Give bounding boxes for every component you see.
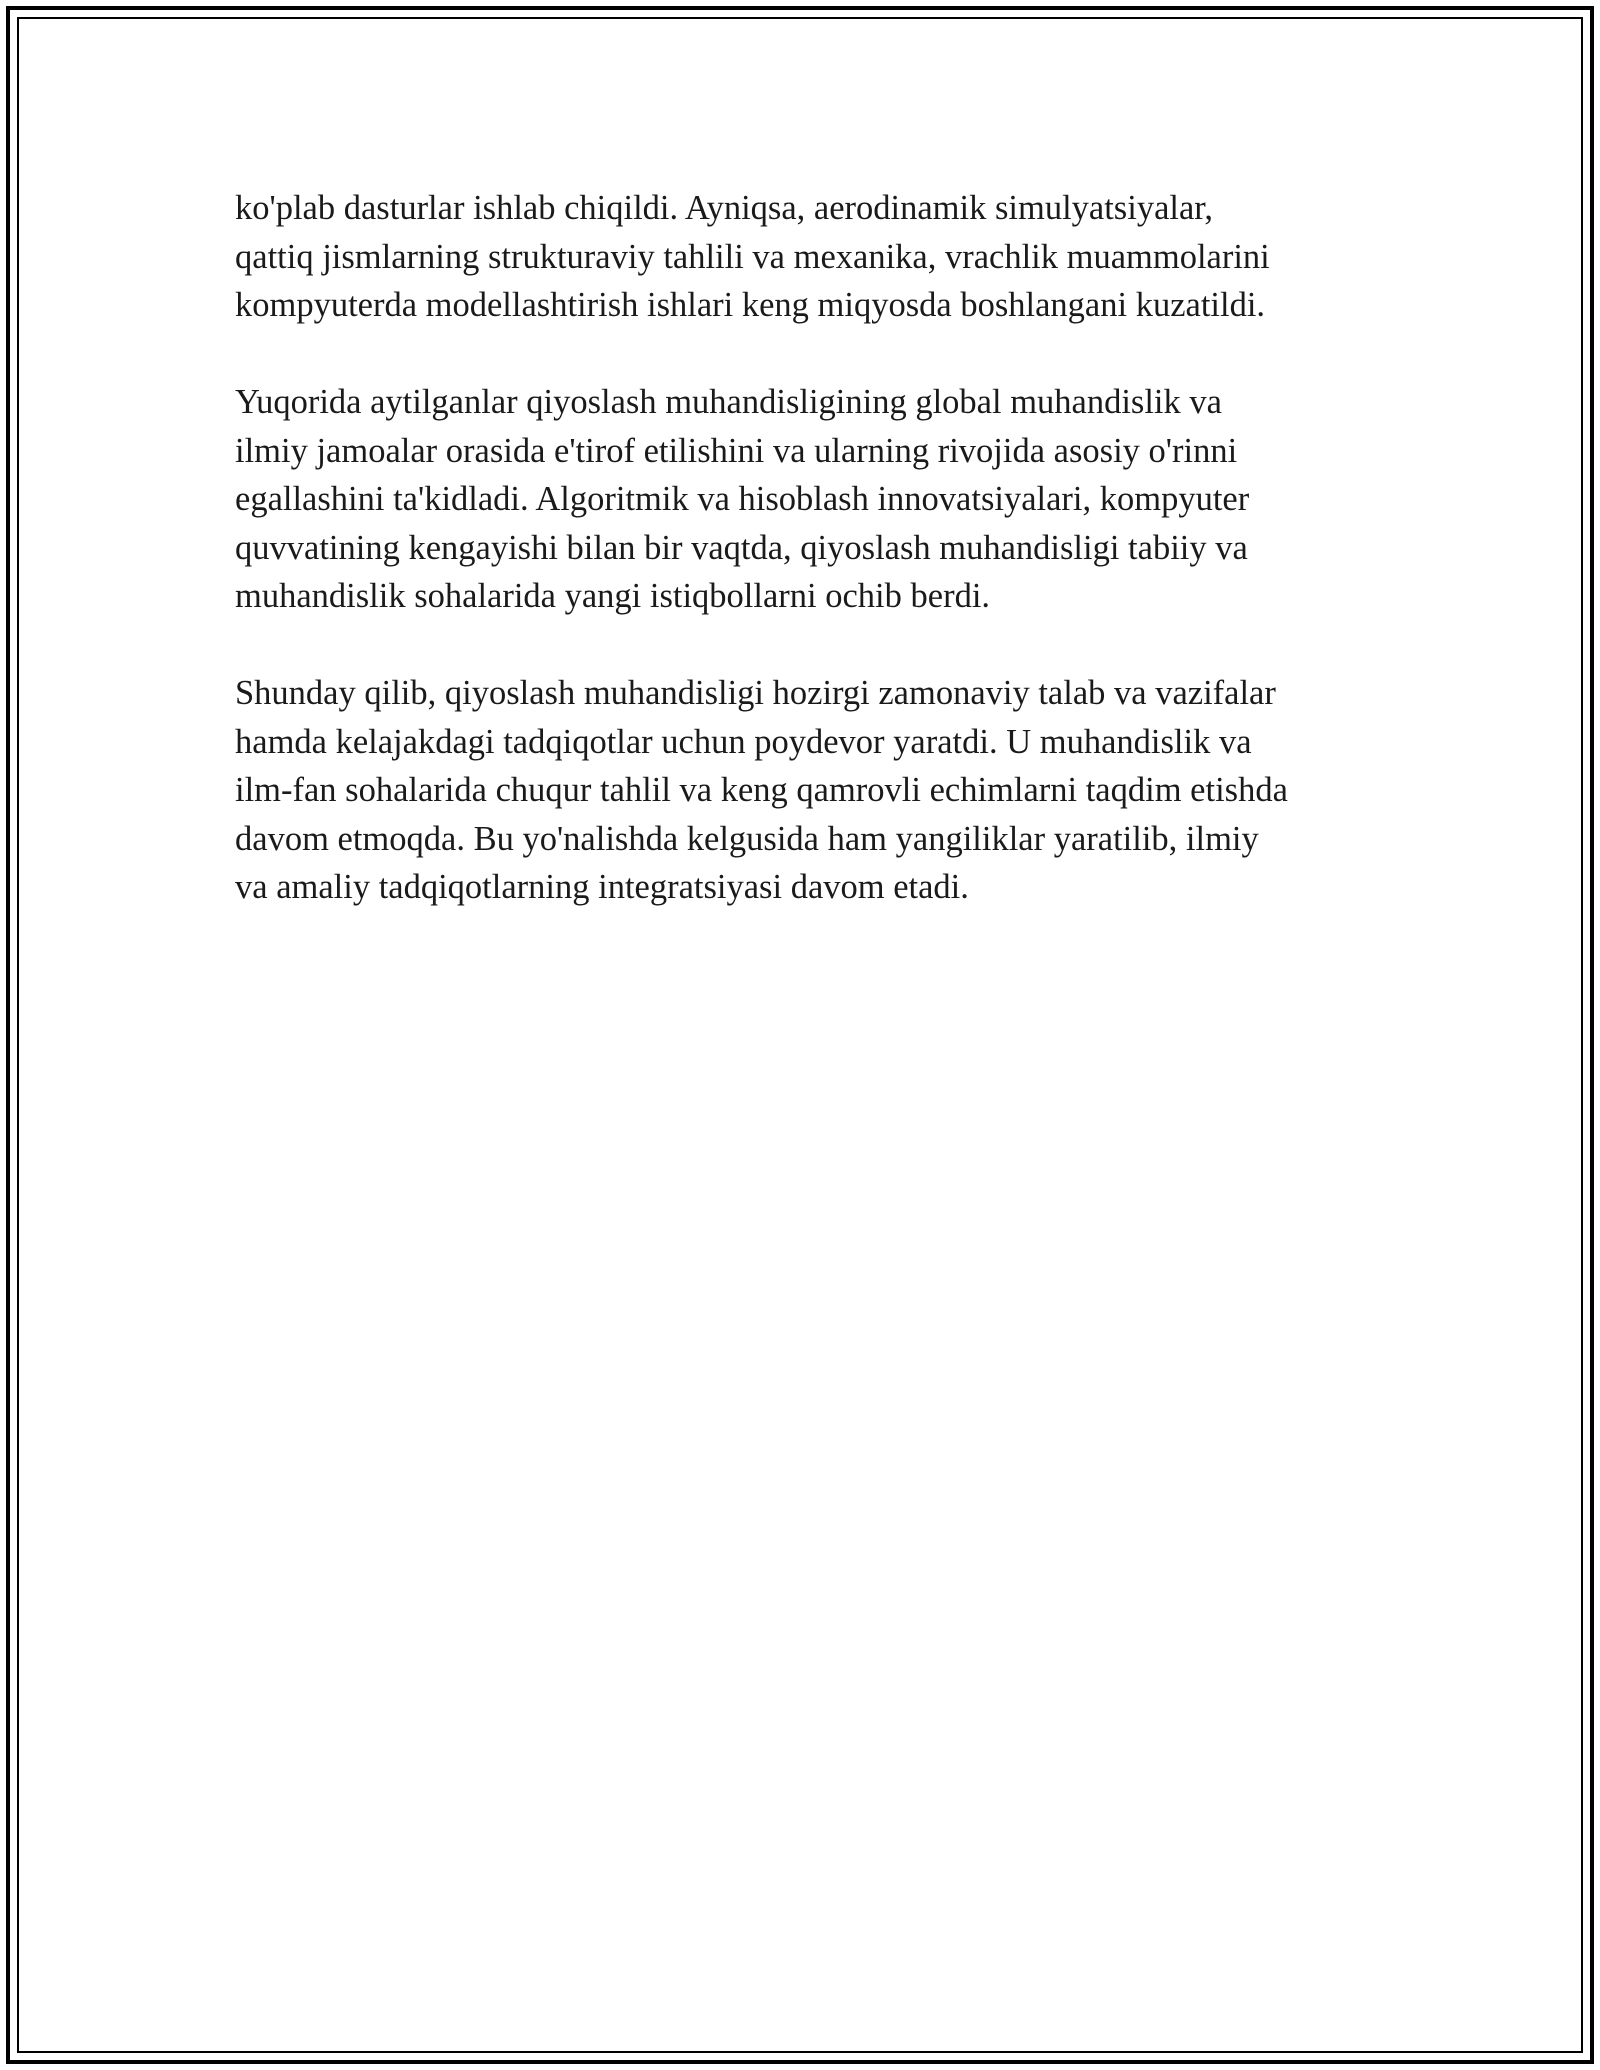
text-line: ko'plab dasturlar ishlab chiqildi. Ayniqsa, aerodinamik simulyatsiyalar,: [235, 189, 1214, 227]
text-line: kompyuterda modellashtirish ishlari keng miqyosda boshlangani kuzatildi.: [235, 286, 1266, 324]
document-body: [235, 184, 1385, 960]
text-line: davom etmoqda. Bu yo'nalishda kelgusida ham yangiliklar yaratilib, ilmiy: [235, 819, 1259, 858]
text-line: ilmiy jamoalar orasida e'tirof etilishini va ularning rivojida asosiy o'rinni: [235, 431, 1238, 470]
text-line: hamda kelajakdagi tadqiqotlar uchun poydevor yaratdi. U muhandislik va: [235, 722, 1252, 761]
text-line: Shunday qilib, qiyoslash muhandisligi hozirgi zamonaviy talab va vazifalar: [235, 674, 1276, 712]
text-line: muhandislik sohalarida yangi istiqbollarni ochib berdi.: [235, 577, 991, 615]
paragraph-3: [235, 669, 1385, 912]
text-line: qattiq jismlarning strukturaviy tahlili va mexanika, vrachlik muammolarini: [235, 237, 1270, 276]
text-line: Yuqorida aytilganlar qiyoslash muhandisligining global muhandislik va: [235, 383, 1222, 421]
text-line: va amaliy tadqiqotlarning integratsiyasi davom etadi.: [235, 868, 969, 906]
text-line: ilm-fan sohalarida chuqur tahlil va keng qamrovli echimlarni taqdim etishda: [235, 771, 1288, 809]
paragraph-2: [235, 378, 1385, 621]
text-line: egallashini ta'kidladi. Algoritmik va hisoblash innovatsiyalari, kompyuter: [235, 480, 1250, 518]
paragraph-1: [235, 184, 1385, 330]
text-line: quvvatining kengayishi bilan bir vaqtda, qiyoslash muhandisligi tabiiy va: [235, 528, 1248, 567]
